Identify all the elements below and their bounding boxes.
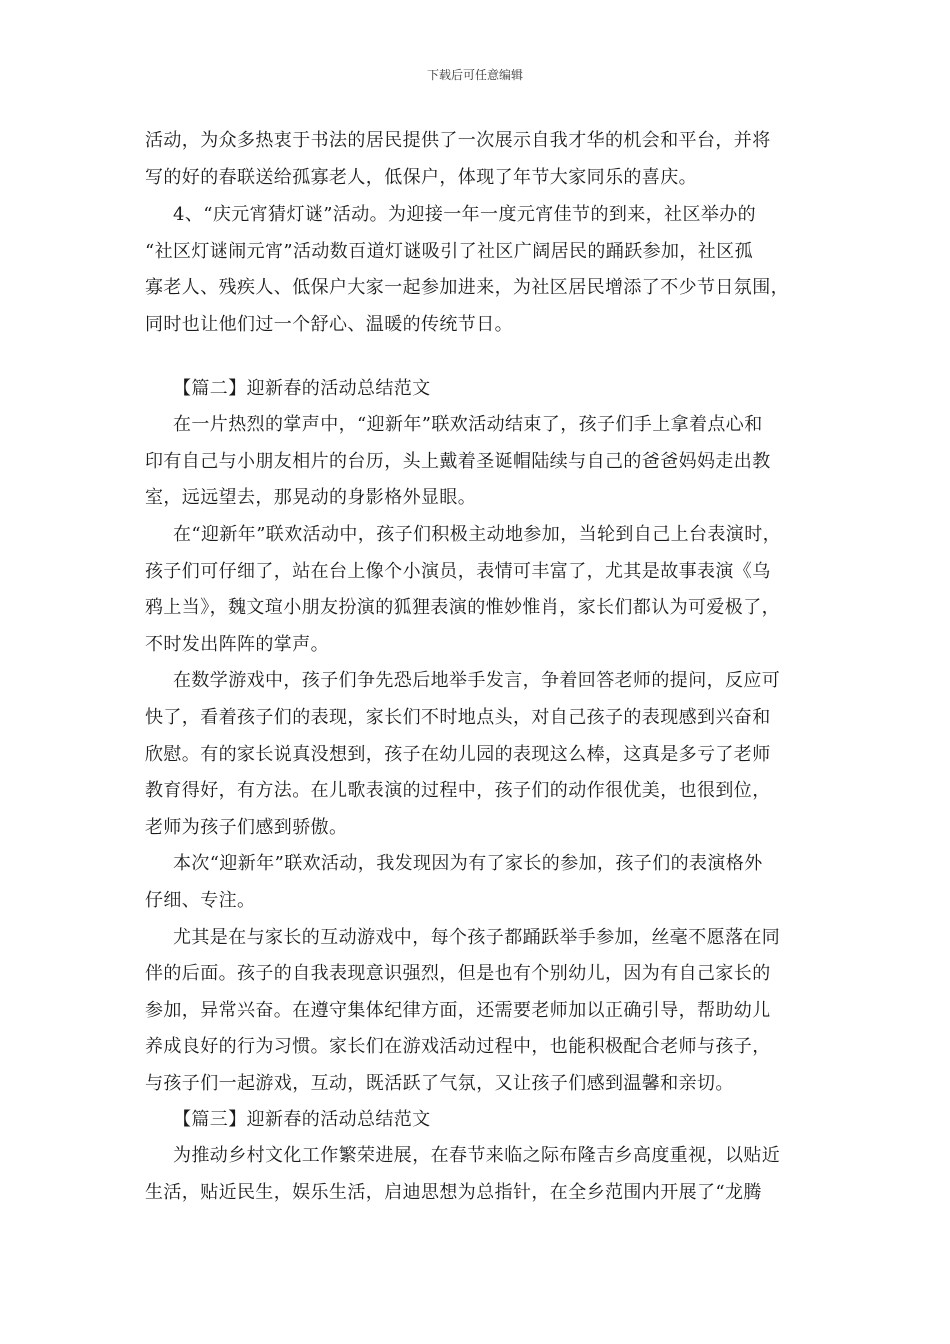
text-line: 欣慰。有的家长说真没想到，孩子在幼儿园的表现这么棒，这真是多亏了老师 [145,744,771,765]
text-line: 伴的后面。孩子的自我表现意识强烈，但是也有个别幼儿，因为有自己家长的 [145,963,771,984]
text-line: 尤其是在与家长的互动游戏中，每个孩子都踊跃举手参加，丝毫不愿落在同 [173,927,781,948]
text-line: 鸦上当》，魏文瑄小朋友扮演的狐狸表演的惟妙惟肖，家长们都认为可爱极了， [145,597,780,618]
text-line: 室，远远望去，那晃动的身影格外显眼。 [145,487,477,508]
text-line: 养成良好的行为习惯。家长们在游戏活动过程中，也能积极配合老师与孩子， [145,1036,771,1057]
text-line: 孩子们可仔细了，站在台上像个小演员，表情可丰富了，尤其是故事表演《乌 [145,561,771,582]
text-line: 老师为孩子们感到骄傲。 [145,817,348,838]
text-line: 参加，异常兴奋。在遵守集体纪律方面，还需要老师加以正确引导，帮助幼儿 [145,1000,771,1021]
text-line: “社区灯谜闹元宵”活动数百道灯谜吸引了社区广阔居民的踊跃参加，社区孤 [145,241,754,262]
text-line: 在“迎新年”联欢活动中，孩子们积极主动地参加，当轮到自己上台表演时， [173,524,782,545]
section-heading: 【篇二】迎新春的活动总结范文 [173,378,431,399]
text-line: 写的好的春联送给孤寡老人，低保户，体现了年节大家同乐的喜庆。 [145,167,697,188]
page-header-note: 下载后可任意编辑 [426,68,523,82]
text-line: 快了，看着孩子们的表现，家长们不时地点头，对自己孩子的表现感到兴奋和 [145,707,771,728]
text-line: 与孩子们一起游戏，互动，既活跃了气氛，又让孩子们感到温馨和亲切。 [145,1073,734,1094]
text-line: 本次“迎新年”联欢活动，我发现因为有了家长的参加，孩子们的表演格外 [173,853,763,874]
text-line: 在数学游戏中，孩子们争先恐后地举手发言，争着回答老师的提问，反应可 [173,670,781,691]
text-line: 在一片热烈的掌声中，“迎新年”联欢活动结束了，孩子们手上拿着点心和 [173,414,763,435]
text-line: 为推动乡村文化工作繁荣进展，在春节来临之际布隆吉乡高度重视，以贴近 [173,1145,781,1166]
text-line: 4、“庆元宵猜灯谜”活动。为迎接一年一度元宵佳节的到来，社区举办的 [173,204,757,225]
text-line: 活动，为众多热衷于书法的居民提供了一次展示自我才华的机会和平台，并将 [145,130,771,151]
text-line: 教育得好，有方法。在儿歌表演的过程中，孩子们的动作很优美，也很到位， [145,780,771,801]
text-line: 生活，贴近民生，娱乐生活，启迪思想为总指针，在全乡范围内开展了“龙腾 [145,1182,762,1203]
section-heading: 【篇三】迎新春的活动总结范文 [173,1109,431,1130]
text-line: 印有自己与小朋友相片的台历，头上戴着圣诞帽陆续与自己的爸爸妈妈走出教 [145,451,771,472]
text-line: 寡老人、残疾人、低保户大家一起参加进来，为社区居民增添了不少节日氛围， [145,277,789,298]
text-line: 同时也让他们过一个舒心、温暖的传统节日。 [145,314,513,335]
text-line: 不时发出阵阵的掌声。 [145,634,329,655]
text-line: 仔细、专注。 [145,890,256,911]
